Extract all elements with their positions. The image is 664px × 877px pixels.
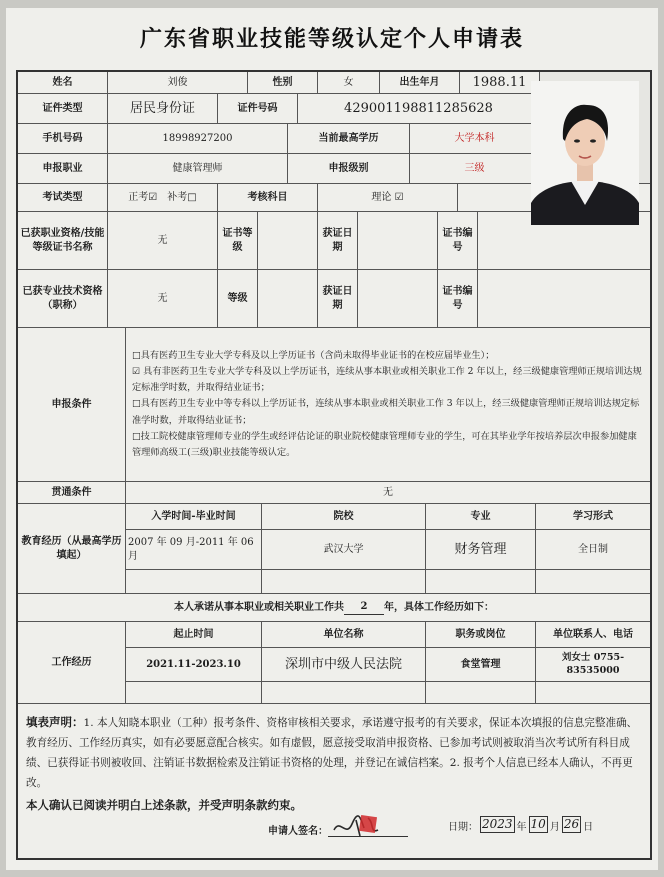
work-row-post: 食堂管理 <box>426 648 536 682</box>
gender-label: 性别 <box>248 72 318 94</box>
theory-value: 理论 ☑ <box>318 184 458 212</box>
cert-date-value <box>358 212 438 270</box>
condition-item-3: □具有医药卫生专业中等专科以上学历证书，连续从事本职业或相关职业工作 3 年以上，经三级健康管理师正规培训达规定标准学时数，并取得结业证书； <box>132 398 640 426</box>
idno-value: 429001198811285628 <box>298 94 540 124</box>
date-year-unit: 年 <box>516 822 527 833</box>
work-empty-1 <box>126 682 262 704</box>
title-cert-value: 无 <box>108 270 218 328</box>
work-header-time: 起止时间 <box>126 622 262 648</box>
work-header-post: 职务或岗位 <box>426 622 536 648</box>
date-month: 10 <box>530 817 546 831</box>
cert-no-label: 证书编号 <box>438 212 478 270</box>
title-no-value <box>478 270 650 328</box>
work-empty-4 <box>536 682 650 704</box>
title-cert-label: 已获专业技术资格（职称） <box>18 270 108 328</box>
work-years-prefix: 本人承诺从事本职业或相关职业工作共 <box>174 601 344 613</box>
subject-label: 考核科目 <box>218 184 318 212</box>
edu-empty-4 <box>536 570 650 594</box>
gender-value: 女 <box>318 72 380 94</box>
edu-header-major: 专业 <box>426 504 536 530</box>
date-label: 日期： <box>448 822 478 833</box>
edu-label: 当前最高学历 <box>288 124 410 154</box>
edu-row-school: 武汉大学 <box>262 530 426 570</box>
declaration-head: 填表声明： <box>26 715 84 729</box>
title-date-value <box>358 270 438 328</box>
job-value: 健康管理师 <box>108 154 288 184</box>
edu-header-time: 入学时间-毕业时间 <box>126 504 262 530</box>
form-title: 广东省职业技能等级认定个人申请表 <box>139 26 524 52</box>
handwritten-signature <box>330 810 386 844</box>
title-level-value <box>258 270 318 328</box>
signature-label: 申请人签名： <box>268 826 328 837</box>
date-day-unit: 日 <box>583 822 594 833</box>
date-year: 2023 <box>482 817 513 831</box>
work-row-contact: 刘女士 0755-83535000 <box>536 648 650 682</box>
work-years-line <box>18 594 650 622</box>
cert-level-value <box>258 212 318 270</box>
work-years-value: 2 <box>344 600 384 615</box>
phone-value: 18998927200 <box>108 124 288 154</box>
edu-row-form: 全日制 <box>536 530 650 570</box>
condition-item-1: □具有医药卫生专业大学专科及以上学历证书（含尚未取得毕业证书的在校应届毕业生）； <box>132 349 495 361</box>
work-empty-3 <box>426 682 536 704</box>
edu-empty-2 <box>262 570 426 594</box>
phone-label: 手机号码 <box>18 124 108 154</box>
date-day: 26 <box>563 817 580 831</box>
dob-label: 出生年月 <box>380 72 460 94</box>
level-label: 申报级别 <box>288 154 410 184</box>
application-form-sheet <box>6 8 658 870</box>
level-value: 三级 <box>410 154 540 184</box>
conditions-content <box>126 328 650 482</box>
declaration-confirm: 本人确认已阅读并明白上述条款，并受声明条款约束。 <box>26 798 302 812</box>
declaration-body: 1. 本人知晓本职业（工种）报考条件、资格审核相关要求，承诺遵守报考的有关要求，保证本次填报的信息完整准确、教育经历、工作经历真实，如有必要愿意配合核实。如有虚假，愿意接受取消申报资格、已参加考试则被取消当次考试所有科目成绩、已获得证书则被收回、注销证书数据检索及注销证书资格的处理，并登记在诚信档案。2. 报考个人信息已经本人确认，不再更改。 <box>26 717 638 789</box>
edu-empty-3 <box>426 570 536 594</box>
work-empty-2 <box>262 682 426 704</box>
edu-row-time: 2007 年 09 月-2011 年 06 月 <box>126 530 262 570</box>
title-date-label: 获证日期 <box>318 270 358 328</box>
qual-cert-label: 已获职业资格/技能等级证书名称 <box>18 212 108 270</box>
edu-header-school: 院校 <box>262 504 426 530</box>
applicant-photo <box>531 81 639 225</box>
edu-header-form: 学习形式 <box>536 504 650 530</box>
idtype-label: 证件类型 <box>18 94 108 124</box>
title-no-label: 证书编号 <box>438 270 478 328</box>
idtype-value: 居民身份证 <box>108 94 218 124</box>
qual-cert-value: 无 <box>108 212 218 270</box>
work-header-unit: 单位名称 <box>262 622 426 648</box>
exam-type-label: 考试类型 <box>18 184 108 212</box>
edu-row-major: 财务管理 <box>426 530 536 570</box>
date-area <box>448 816 593 833</box>
through-value: 无 <box>126 482 650 504</box>
condition-item-4: □技工院校健康管理师专业的学生或经评估论证的职业院校健康管理师专业的学生，可在其毕业学年按培养层次申报参加健康管理师高级工(三级)职业技能等级认定。 <box>132 430 637 458</box>
work-row-unit: 深圳市中级人民法院 <box>262 648 426 682</box>
name-value: 刘俊 <box>108 72 248 94</box>
cert-level-label: 证书等级 <box>218 212 258 270</box>
date-month-unit: 月 <box>549 822 560 833</box>
idno-label: 证件号码 <box>218 94 298 124</box>
job-label: 申报职业 <box>18 154 108 184</box>
edu-value: 大学本科 <box>410 124 540 154</box>
work-header-contact: 单位联系人、电话 <box>536 622 650 648</box>
work-label: 工作经历 <box>18 622 126 704</box>
education-label: 教育经历（从最高学历填起） <box>18 504 126 594</box>
declaration-block <box>18 704 646 815</box>
condition-item-2: ☑ 具有非医药卫生专业大学专科及以上学历证书，连续从事本职业或相关职业工作 2 年以上，经三级健康管理师正规培训达规定标准学时数，并取得结业证书； <box>132 365 642 394</box>
edu-empty-1 <box>126 570 262 594</box>
work-years-suffix: 年，具体工作经历如下： <box>384 601 494 613</box>
title-level-label: 等级 <box>218 270 258 328</box>
name-label: 姓名 <box>18 72 108 94</box>
cert-date-label: 获证日期 <box>318 212 358 270</box>
exam-type-value: 正考☑ 补考□ <box>108 184 218 212</box>
work-row-time: 2021.11-2023.10 <box>126 648 262 682</box>
conditions-label: 申报条件 <box>18 328 126 482</box>
dob-value: 1988.11 <box>460 72 540 94</box>
through-label: 贯通条件 <box>18 482 126 504</box>
